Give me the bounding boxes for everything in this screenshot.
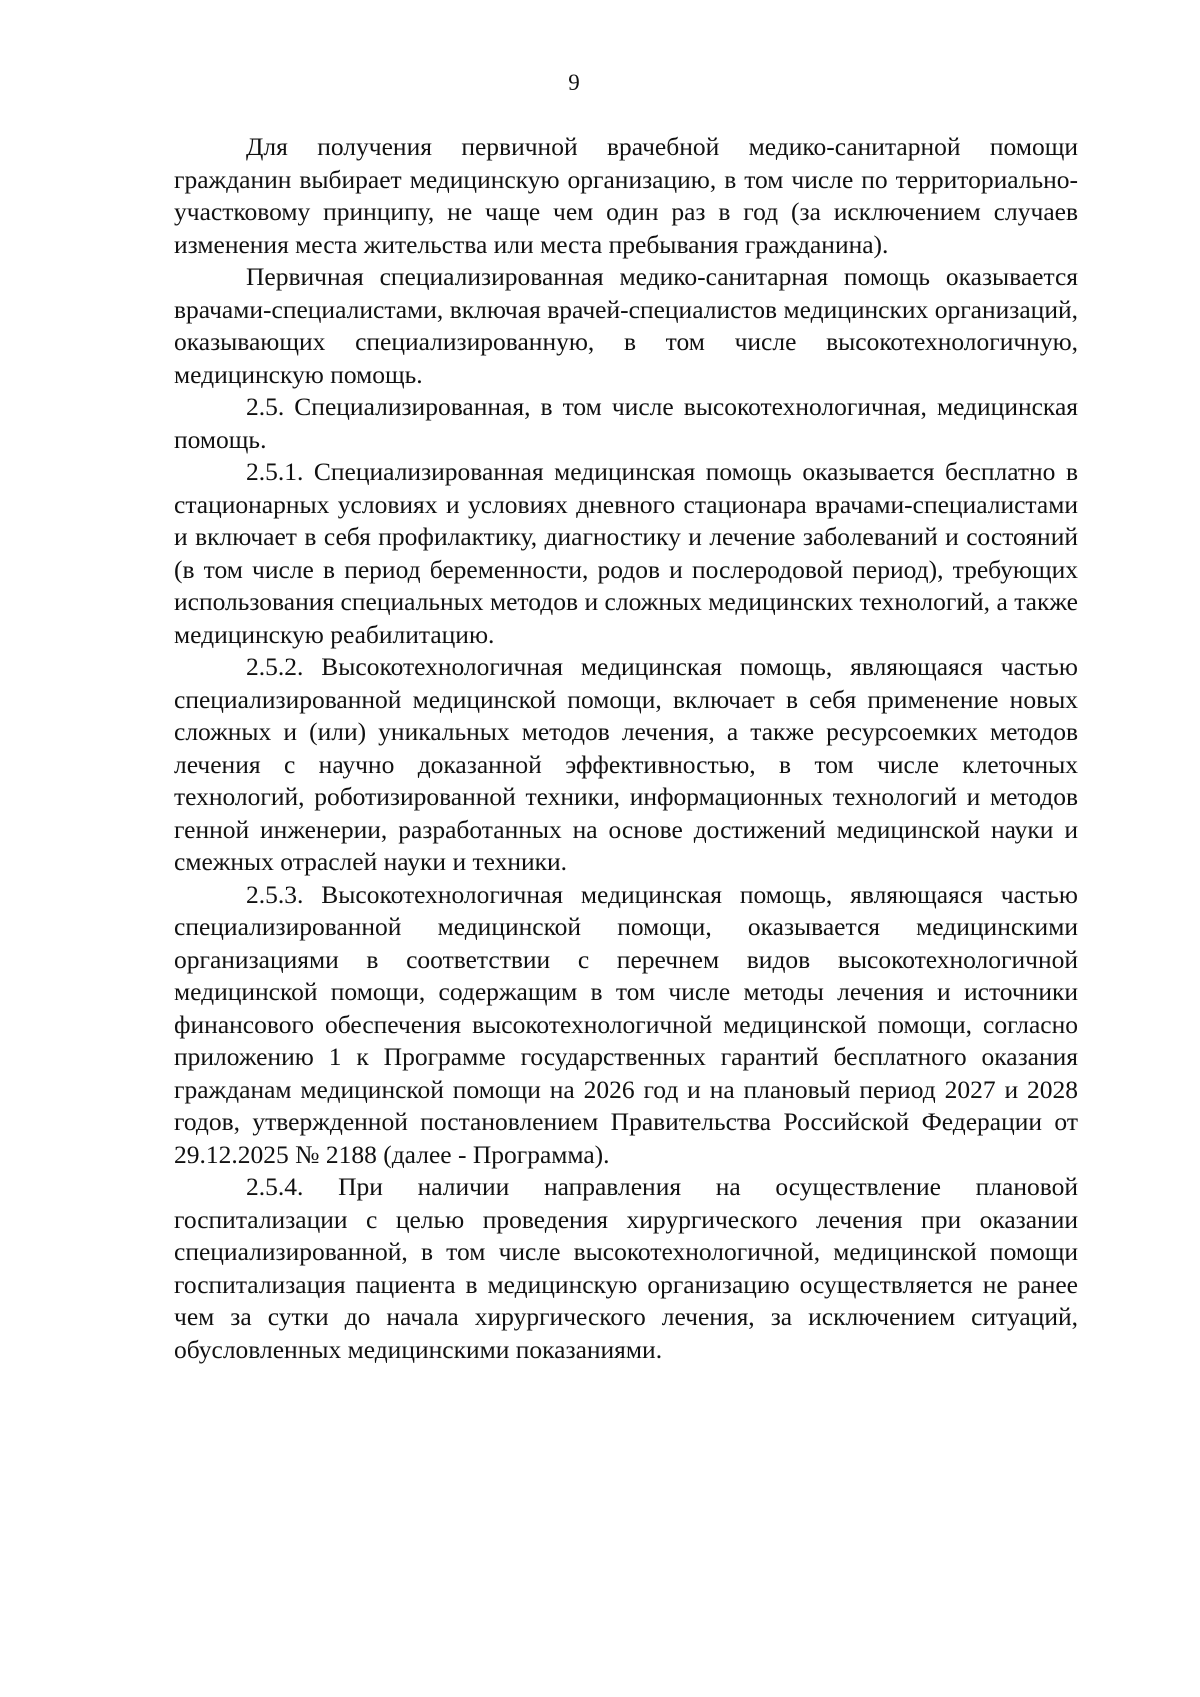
page-number: 9 <box>568 70 580 95</box>
paragraph-primary-care-choice: Для получения первичной врачебной медико-санитарной помощи гражданин выбирает медицинскую организацию, в том числе по территориально-участковому принципу, не чаще чем один раз в год (за исключением случаев изменения места жительства или места пребывания гражданина). <box>174 132 1078 259</box>
document-body <box>174 131 1078 1366</box>
paragraph-2-5-1: 2.5.1. Специализированная медицинская помощь оказывается бесплатно в стационарных условиях и условиях дневного стационара врачами-специалистами и включает в себя профилактику, диагностику и лечение заболеваний и состояний (в том числе в период беременности, родов и послеродовой период), требующих использования специальных методов и сложных медицинских технологий, а также медицинскую реабилитацию. <box>174 457 1078 649</box>
paragraph-specialized-primary-care: Первичная специализированная медико-санитарная помощь оказывается врачами-специалистами, включая врачей-специалистов медицинских организаций, оказывающих специализированную, в том числе высокотехнологичную, медицинскую помощь. <box>174 262 1078 389</box>
paragraph-2-5-2: 2.5.2. Высокотехнологичная медицинская помощь, являющаяся частью специализированной медицинской помощи, включает в себя применение новых сложных и (или) уникальных методов лечения, а также ресурсоемких методов лечения с научно доказанной эффективностью, в том числе клеточных технологий, роботизированной техники, информационных технологий и методов генной инженерии, разработанных на основе достижений медицинской науки и смежных отраслей науки и техники. <box>174 652 1078 876</box>
paragraph-2-5-3: 2.5.3. Высокотехнологичная медицинская помощь, являющаяся частью специализированной медицинской помощи, оказывается медицинскими организациями в соответствии с перечнем видов высокотехнологичной медицинской помощи, содержащим в том числе методы лечения и источники финансового обеспечения высокотехнологичной медицинской помощи, согласно приложению 1 к Программе государственных гарантий бесплатного оказания гражданам медицинской помощи на 2026 год и на плановый период 2027 и 2028 годов, утвержденной постановлением Правительства Российской Федерации от 29.12.2025 № 2188 (далее - Программа). <box>174 879 1078 1169</box>
paragraph-2-5-4: 2.5.4. При наличии направления на осуществление плановой госпитализации с целью проведения хирургического лечения при оказании специализированной, в том числе высокотехнологичной, медицинской помощи госпитализация пациента в медицинскую организацию осуществляется не ранее чем за сутки до начала хирургического лечения, за исключением ситуаций, обусловленных медицинскими показаниями. <box>174 1172 1078 1364</box>
section-2-5-heading: 2.5. Специализированная, в том числе высокотехнологичная, медицинская помощь. <box>174 392 1078 454</box>
